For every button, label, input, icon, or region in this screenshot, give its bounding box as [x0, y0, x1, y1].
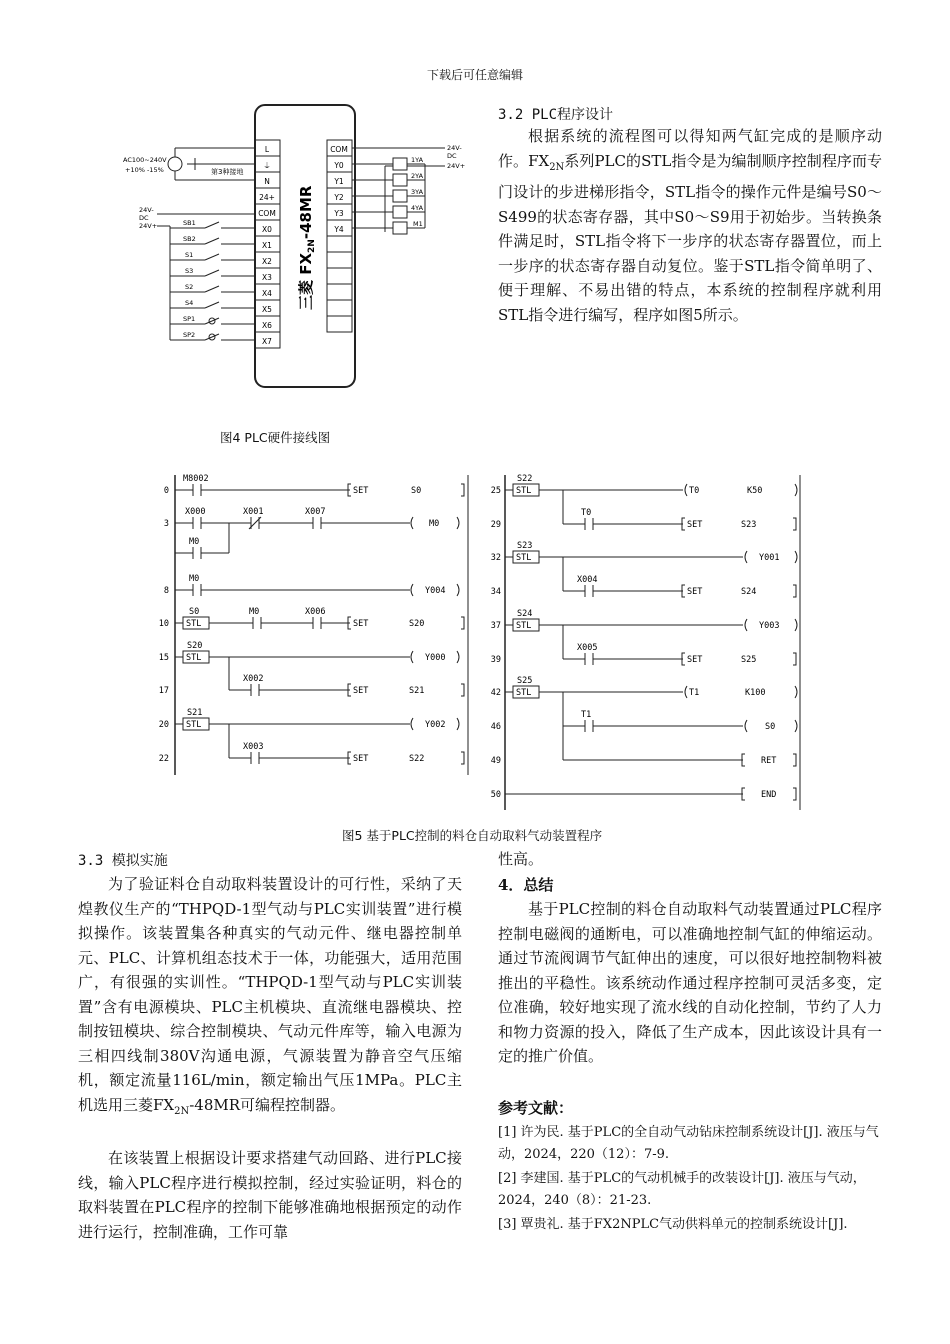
terminal-y3: Y3 — [334, 209, 344, 218]
lbl-s23-32: S23 — [517, 541, 533, 551]
lbl-set-39: SET — [687, 655, 703, 665]
terminal-ground: ⏚ — [263, 161, 271, 170]
lbl-set-29: SET — [687, 520, 703, 530]
lbl-s25-39: S25 — [741, 655, 757, 665]
lbl-stl-25: STL — [516, 486, 532, 496]
input-s4: S4 — [185, 299, 194, 307]
lbl-m0-10: M0 — [249, 607, 260, 617]
lbl-set-17: SET — [353, 686, 369, 696]
terminal-x6: X6 — [262, 321, 272, 330]
step-num-49: 49 — [490, 756, 501, 766]
step-num-8: 8 — [163, 586, 169, 596]
lbl-s22-25: S22 — [517, 474, 533, 484]
input-sp2: SP2 — [183, 331, 196, 339]
page-header: 下载后可任意编辑 — [426, 68, 523, 82]
sec4-paragraph: 基于PLC控制的料仓自动取料气动装置通过PLC程序控制电磁阀的通断电，可以准确地控制气缸的伸缩运动。通过节流阀调节气缸伸出的速度，可以很好地控制物料被推出的平稳性。该系统动作通过程序控制可灵活多变，定位准确，较好地实现了流水线的自动化控制，节约了人力和物力资源的投入，降低了生产成本，因此该设计具有一定的推广价值。 — [498, 900, 882, 1065]
lbl-x000: X000 — [185, 507, 206, 517]
fig4-dc-right-2: DC — [447, 152, 457, 160]
fig4-dc-left-1: 24V- — [139, 206, 154, 214]
terminal-y2: Y2 — [334, 193, 344, 202]
step-num-15: 15 — [158, 653, 169, 663]
ref-item-1: [1] 许为民. 基于PLC的全自动气动钻床控制系统设计[J]. 液压与气动，2024，220（12）：7-9. — [498, 1125, 879, 1162]
plc-model-label: 三菱 $FX_{2N}-48MR$ — [297, 185, 317, 310]
terminal-x7: X7 — [262, 337, 272, 346]
lbl-stl-32: STL — [516, 553, 532, 563]
terminal-com-out: COM — [330, 145, 348, 154]
lbl-s0-0: S0 — [411, 486, 422, 496]
lbl-s24-37: S24 — [517, 609, 533, 619]
terminal-x0: X0 — [262, 225, 272, 234]
sec32-title: 3.2 PLC程序设计 — [498, 107, 614, 123]
output-1ya: 1YA — [411, 156, 424, 164]
lbl-s0-46: S0 — [765, 722, 776, 732]
step-num-29: 29 — [490, 520, 501, 530]
step-num-10: 10 — [158, 619, 169, 629]
sec33-continuation: 性高。 — [498, 850, 544, 868]
lbl-x003: X003 — [243, 742, 264, 752]
terminal-y0: Y0 — [334, 161, 344, 170]
lbl-k50: K50 — [747, 486, 763, 496]
output-3ya: 3YA — [411, 188, 424, 196]
input-s3: S3 — [185, 267, 194, 275]
lbl-m0-latch: M0 — [189, 537, 200, 547]
fig4-power-label-1: AC100~240V — [123, 156, 167, 164]
lbl-set-0: SET — [353, 486, 369, 496]
sec32-paragraph: 根据系统的流程图可以得知两气缸完成的是顺序动作。$FX_{2N}$系列PLC的STL指令是为编制顺序控制程序而专门设计的步进梯形指令，STL指令的操作元件是编号S0～S499的状态寄存器，其中S0～S9用于初始步。当转换条件满足时，STL指令将下一步序的状态寄存器置位，而上一步序的状态寄存器自动复位。鉴于STL指令简单明了、便于理解、不易出错的特点，本系统的控制程序就利用STL指令进行编写，程序如图5所示。 — [498, 127, 882, 324]
output-m1: M1 — [413, 220, 423, 228]
lbl-x007: X007 — [305, 507, 326, 517]
terminal-x4: X4 — [262, 289, 272, 298]
lbl-y000: Y000 — [425, 653, 446, 663]
sec4-title: 4．总结 — [498, 876, 554, 894]
lbl-s21-17: S21 — [409, 686, 425, 696]
lbl-t0-coil: T0 — [689, 486, 700, 496]
sec33-paragraph-2: 在该装置上根据设计要求搭建气动回路、进行PLC接线，输入PLC程序进行模拟控制，经过实验证明，料仓的取料装置在PLC程序的控制下能够准确地根据预定的动作进行运行，控制准确，工作可靠 — [78, 1149, 462, 1241]
terminal-n: N — [264, 177, 270, 186]
input-s2: S2 — [185, 283, 194, 291]
lbl-m8002: M8002 — [183, 474, 209, 484]
input-sb2: SB2 — [183, 235, 196, 243]
lbl-set-22: SET — [353, 754, 369, 764]
input-sb1: SB1 — [183, 219, 196, 227]
lbl-x005: X005 — [577, 643, 598, 653]
lbl-ret: RET — [761, 756, 777, 766]
step-num-34: 34 — [490, 587, 501, 597]
lbl-y001: Y001 — [759, 553, 780, 563]
input-sp1: SP1 — [183, 315, 196, 323]
lbl-stl-10: STL — [186, 619, 202, 629]
step-num-37: 37 — [490, 621, 501, 631]
terminal-y4: Y4 — [334, 225, 344, 234]
lbl-stl-15: STL — [186, 653, 202, 663]
lbl-x001: X001 — [243, 507, 264, 517]
fig4-caption: 图4 PLC硬件接线图 — [220, 430, 331, 445]
lbl-s25-42: S25 — [517, 676, 533, 686]
ref-item-2: [2] 李建国. 基于PLC的气动机械手的改装设计[J]. 液压与气动，2024，240（8）：21-23. — [498, 1171, 866, 1208]
terminal-x2: X2 — [262, 257, 272, 266]
fig5-caption: 图5 基于PLC控制的料仓自动取料气动装置程序 — [342, 828, 603, 843]
step-num-25: 25 — [490, 486, 501, 496]
lbl-s24-34: S24 — [741, 587, 757, 597]
lbl-m0-coil: M0 — [429, 519, 440, 529]
sec33-paragraph-1: 为了验证料仓自动取料装置设计的可行性，采纳了天煌教仪生产的“THPQD-1型气动与PLC实训装置”进行模拟操作。该装置集各种真实的气动元件、继电器控制单元、PLC、计算机组态技术于一体，功能强大，适用范围广，有很强的实训性。“THPQD-1型气动与PLC实训装置”含有电源模块、PLC主机模块、直流继电器模块、控制按钮模块、综合控制模块、气动元件库等，输入电源为三相四线制380V沟通电源，气源装置为静音空气压缩机，额定流量116L/min，额定输出气压1MPa。PLC主机选用三菱$FX_{2N}-48MR$可编程控制器。 — [78, 875, 462, 1117]
lbl-y002: Y002 — [425, 720, 446, 730]
terminal-y1: Y1 — [334, 177, 344, 186]
lbl-k100: K100 — [745, 688, 766, 698]
step-num-17: 17 — [158, 686, 169, 696]
lbl-y003: Y003 — [759, 621, 780, 631]
fig4-ground-label: 第3种接地 — [211, 168, 244, 176]
step-num-39: 39 — [490, 655, 501, 665]
step-num-0: 0 — [163, 486, 169, 496]
fig4-dc-left-2: DC — [139, 214, 149, 222]
lbl-s23-29: S23 — [741, 520, 757, 530]
lbl-t0-contact: T0 — [581, 508, 592, 518]
sec33-title: 3.3 模拟实施 — [78, 853, 168, 869]
lbl-set-34: SET — [687, 587, 703, 597]
fig4-dc-left-3: 24V+ — [139, 222, 158, 230]
lbl-stl-37: STL — [516, 621, 532, 631]
lbl-x006: X006 — [305, 607, 326, 617]
step-num-50: 50 — [490, 790, 501, 800]
fig4-dc-right-3: 24V+ — [447, 162, 466, 170]
terminal-x3: X3 — [262, 273, 272, 282]
lbl-stl-20: STL — [186, 720, 202, 730]
terminal-24plus: 24+ — [259, 193, 275, 202]
step-num-22: 22 — [158, 754, 169, 764]
lbl-t1-contact: T1 — [581, 710, 592, 720]
lbl-x004: X004 — [577, 575, 598, 585]
output-4ya: 4YA — [411, 204, 424, 212]
fig4-wiring-diagram — [115, 100, 490, 400]
ref-item-3: [3] 覃贵礼. 基于FX2NPLC气动供料单元的控制系统设计[J]. — [498, 1217, 848, 1232]
lbl-end: END — [761, 790, 777, 800]
input-s1: S1 — [185, 251, 194, 259]
lbl-m0-8: M0 — [189, 574, 200, 584]
lbl-x002: X002 — [243, 674, 264, 684]
lbl-s22-22: S22 — [409, 754, 425, 764]
step-num-20: 20 — [158, 720, 169, 730]
lbl-s0-10: S0 — [189, 607, 200, 617]
step-num-32: 32 — [490, 553, 501, 563]
lbl-t1-coil: T1 — [689, 688, 700, 698]
terminal-x5: X5 — [262, 305, 272, 314]
fig5-ladder-diagram — [155, 470, 810, 815]
step-num-3: 3 — [163, 519, 169, 529]
terminal-com-in: COM — [258, 209, 276, 218]
fig4-power-label-2: +10% -15% — [125, 166, 164, 174]
lbl-s20-10: S20 — [409, 619, 425, 629]
step-num-46: 46 — [490, 722, 501, 732]
lbl-s20-15: S20 — [187, 641, 203, 651]
lbl-y004: Y004 — [425, 586, 446, 596]
fig4-dc-right-1: 24V- — [447, 144, 462, 152]
lbl-stl-42: STL — [516, 688, 532, 698]
step-num-42: 42 — [490, 688, 501, 698]
terminal-l: L — [264, 145, 270, 154]
terminal-x1: X1 — [262, 241, 272, 250]
lbl-set-10: SET — [353, 619, 369, 629]
lbl-s21-20: S21 — [187, 708, 203, 718]
refs-title: 参考文献： — [498, 1099, 574, 1117]
output-2ya: 2YA — [411, 172, 424, 180]
